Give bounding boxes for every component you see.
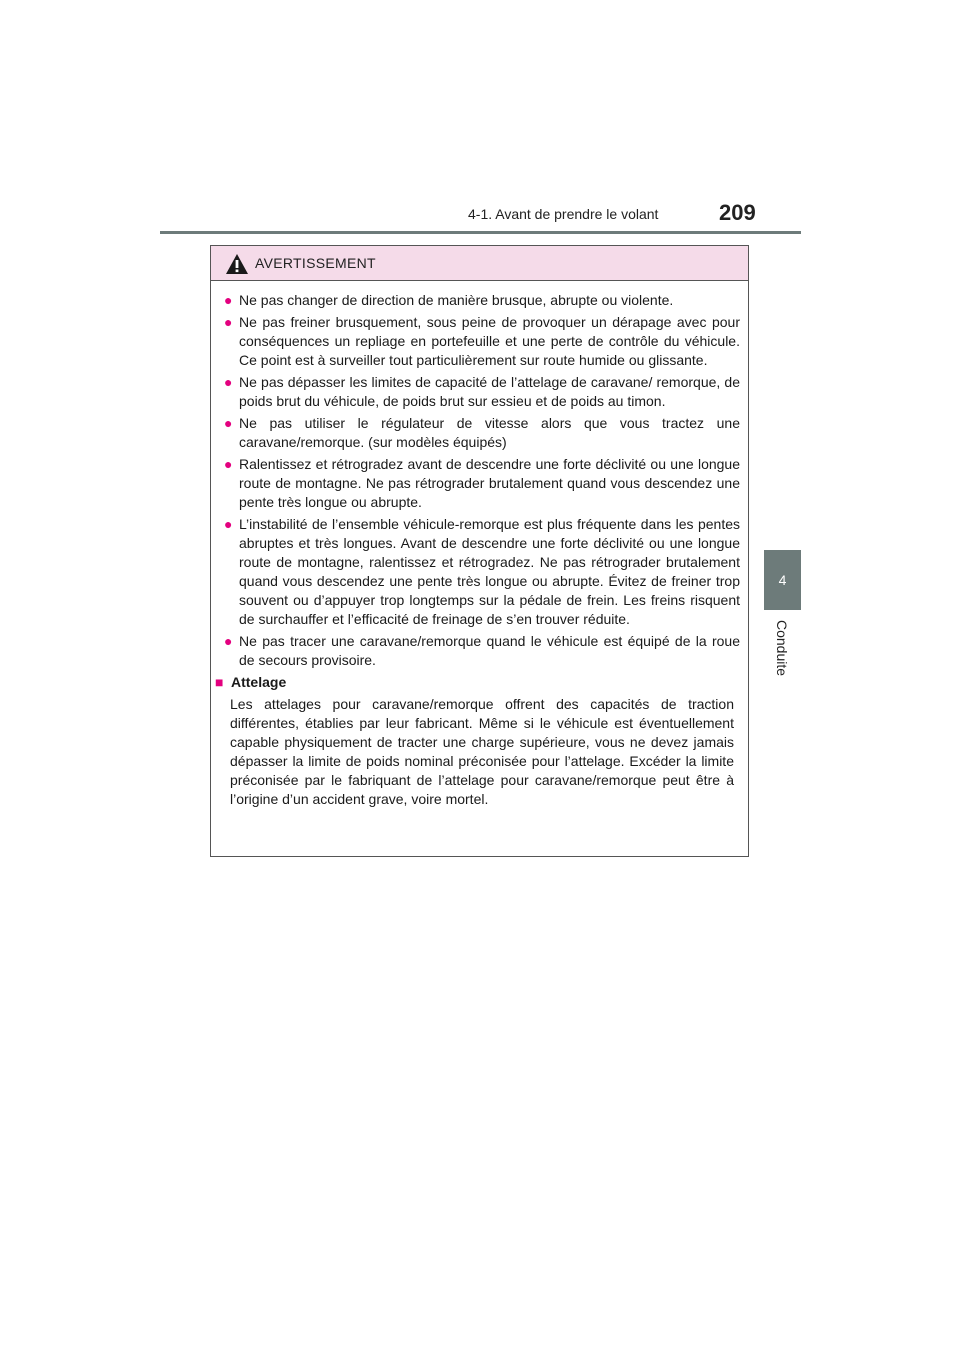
warning-item-text: Ne pas dépasser les limites de capacité de l’attelage de caravane/ remorque, de poids brut du véhicule, de poids brut sur essieu et de poids au timon. bbox=[239, 374, 740, 409]
section-title: 4-1. Avant de prendre le volant bbox=[468, 206, 659, 222]
warning-item bbox=[215, 632, 742, 670]
page-number: 209 bbox=[719, 200, 756, 225]
warning-item bbox=[215, 414, 742, 452]
bullet-icon: ● bbox=[224, 456, 233, 472]
bullet-icon: ● bbox=[224, 314, 233, 330]
bullet-icon: ● bbox=[224, 415, 233, 431]
bullet-icon: ● bbox=[224, 633, 233, 649]
bullet-icon: ● bbox=[224, 292, 233, 308]
warning-item bbox=[215, 515, 742, 629]
warning-item-text: Ne pas utiliser le régulateur de vitesse alors que vous tractez une caravane/remorque. (sur modèles équipés) bbox=[239, 415, 740, 450]
subsection-heading bbox=[215, 673, 742, 692]
warning-header bbox=[211, 246, 748, 281]
warning-item-text: Ne pas changer de direction de manière brusque, abrupte ou violente. bbox=[239, 292, 674, 308]
warning-item bbox=[215, 313, 742, 370]
warning-body bbox=[211, 281, 748, 809]
subsection-paragraph: Les attelages pour caravane/remorque offrent des capacités de traction différentes, établies par leur fabricant. Même si le véhicule est éventuellement capable physiquement de tracter une charge supérieure, vous ne devez jamais dépasser la limite de poids nominal préconisée pour l’attelage. Excéder la limite préconisée par le fabriquant de l’attelage pour caravane/remorque peut être à l’origine d’un accident grave, voire mortel. bbox=[230, 696, 734, 807]
subsection-title: Attelage bbox=[231, 674, 287, 690]
warning-item bbox=[215, 455, 742, 512]
chapter-tab bbox=[764, 550, 801, 610]
warning-triangle-icon bbox=[225, 253, 249, 275]
warning-item-text: Ne pas tracer une caravane/remorque quand le véhicule est équipé de la roue de secours provisoire. bbox=[239, 633, 740, 668]
warning-box bbox=[210, 245, 749, 857]
warning-item-text: Ne pas freiner brusquement, sous peine de provoquer un dérapage avec pour conséquences un repliage en portefeuille et une perte de contrôle du véhicule. Ce point est à surveiller tout particulièrement sur route humide ou glissante. bbox=[239, 314, 740, 368]
chapter-label: Conduite bbox=[774, 619, 790, 677]
warning-item-text: L’instabilité de l’ensemble véhicule-remorque est plus fréquente dans les pentes abruptes et très longues. Avant de descendre une forte déclivité ou une longue route de montagne, ralentissez et rétrogradez. Ne pas rétrograder brutalement quand vous descendez une pente très longue ou abrupte. Évitez de freiner trop souvent ou d’appuyer trop longtemps sur la pédale de frein. Les freins risquent de surchauffer et l’efficacité de freinage de s’en trouver réduite. bbox=[239, 516, 740, 627]
warning-item bbox=[215, 373, 742, 411]
warning-item-text: Ralentissez et rétrogradez avant de descendre une forte déclivité ou une longue route de montagne. Ne pas rétrograder brutalement quand vous descendez une pente très longue ou abrupte. bbox=[239, 456, 740, 510]
chapter-number: 4 bbox=[778, 572, 787, 588]
bullet-icon: ● bbox=[224, 374, 233, 390]
square-bullet-icon: ■ bbox=[215, 674, 224, 690]
bullet-icon: ● bbox=[224, 516, 233, 532]
warning-title: AVERTISSEMENT bbox=[255, 255, 376, 271]
header-divider bbox=[160, 231, 801, 234]
warning-item bbox=[215, 291, 742, 310]
